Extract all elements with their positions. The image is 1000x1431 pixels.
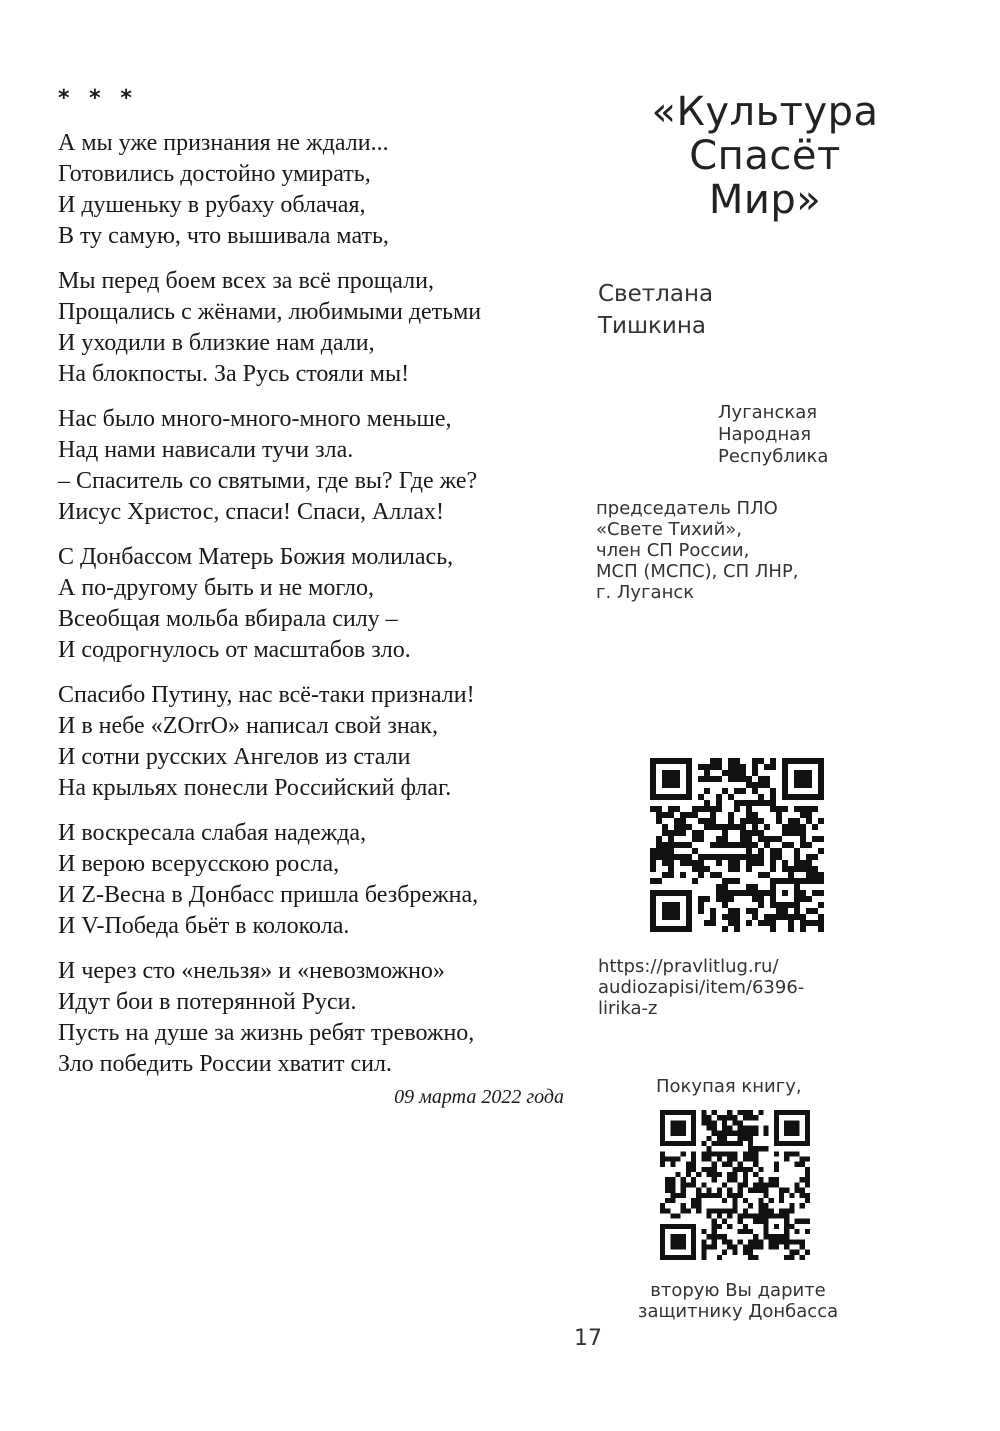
bio-line: член СП России, — [596, 540, 750, 561]
buy-note-bottom — [618, 1280, 858, 1322]
sidebar — [590, 80, 980, 1322]
bio-line: МСП (МСПС), СП ЛНР, — [596, 561, 799, 582]
buy-note-line: вторую Вы дарите — [650, 1280, 826, 1301]
region-line: Народная — [718, 424, 812, 445]
poem-line: С Донбассом Матерь Божия молилась, — [58, 544, 454, 570]
poem-line: И уходили в близкие нам дали, — [58, 330, 375, 356]
page-number: 17 — [574, 1326, 602, 1351]
poem — [58, 88, 578, 1109]
poem-date: 09 марта 2022 года — [394, 1086, 564, 1108]
url-line: audiozapisi/item/6396- — [598, 977, 805, 998]
bio-line: председатель ПЛО — [596, 498, 778, 519]
poem-line: И воскресала слабая надежда, — [58, 820, 367, 846]
poem-line: А по-другому быть и не могло, — [58, 575, 374, 601]
poem-line: И Z-Весна в Донбасс пришла безбрежна, — [58, 882, 479, 908]
poem-line: И сотни русских Ангелов из стали — [58, 744, 411, 770]
poem-line: И в небе «ZOrrO» написал свой знак, — [58, 713, 438, 739]
poem-line: Нас было много-много-много меньше, — [58, 406, 452, 432]
author-line: Светлана — [598, 281, 714, 307]
bio-line: «Свете Тихий», — [596, 519, 743, 540]
url-line: https://pravlitlug.ru/ — [598, 956, 779, 977]
poem-separator: * * * — [58, 86, 138, 111]
poem-line: Зло победить России хватит сил. — [58, 1051, 392, 1077]
stanza — [58, 128, 578, 252]
poem-line: Пусть на душе за жизнь ребят тревожно, — [58, 1020, 475, 1046]
stanza — [58, 680, 578, 804]
author-line: Тишкина — [598, 313, 707, 339]
poem-line: И верою всерусскою росла, — [58, 851, 340, 877]
book-title-line: «Культура — [651, 89, 879, 135]
audio-url[interactable] — [598, 956, 804, 1019]
stanza — [58, 818, 578, 942]
region-line: Луганская — [718, 402, 818, 423]
author-region — [718, 402, 828, 468]
author-bio — [596, 498, 799, 603]
poem-line: Спасибо Путину, нас всё-таки признали! — [58, 682, 475, 708]
stanza — [58, 266, 578, 390]
qr-code-icon[interactable] — [660, 1110, 810, 1260]
buy-note-top: Покупая книгу, — [656, 1076, 802, 1097]
buy-note-line: защитнику Донбасса — [637, 1301, 839, 1322]
poem-line: Мы перед боем всех за всё прощали, — [58, 268, 434, 294]
region-line: Республика — [718, 446, 829, 467]
stanza — [58, 956, 578, 1080]
bio-line: г. Луганск — [596, 582, 695, 603]
poem-line: И через сто «нельзя» и «невозможно» — [58, 958, 445, 984]
poem-line: Прощались с жёнами, любимыми детьми — [58, 299, 482, 325]
poem-line: Всеобщая мольба вбирала силу – — [58, 606, 398, 632]
stanza — [58, 404, 578, 528]
author-name — [598, 278, 713, 342]
qr-code-icon[interactable] — [650, 758, 824, 932]
poem-line: И V-Победа бьёт в колокола. — [58, 913, 350, 939]
url-line: lirika-z — [598, 998, 658, 1019]
poem-line: И душеньку в рубаху облачая, — [58, 192, 366, 218]
book-title-line: Спасёт — [689, 133, 841, 179]
poem-line: В ту самую, что вышивала мать, — [58, 223, 389, 249]
poem-line: Готовились достойно умирать, — [58, 161, 371, 187]
poem-line: А мы уже признания не ждали... — [58, 130, 389, 156]
poem-line: На блокпосты. За Русь стояли мы! — [58, 361, 410, 387]
poem-line: Иисус Христос, спаси! Спаси, Аллах! — [58, 499, 444, 525]
book-title-line: Мир» — [708, 177, 822, 223]
stanza — [58, 542, 578, 666]
poem-line: На крыльях понесли Российский флаг. — [58, 775, 452, 801]
poem-line: И содрогнулось от масштабов зло. — [58, 637, 411, 663]
poem-line: Идут бои в потерянной Руси. — [58, 989, 357, 1015]
poem-line: Над нами нависали тучи зла. — [58, 437, 354, 463]
poem-line: – Спаситель со святыми, где вы? Где же? — [58, 468, 478, 494]
book-title — [590, 90, 940, 222]
